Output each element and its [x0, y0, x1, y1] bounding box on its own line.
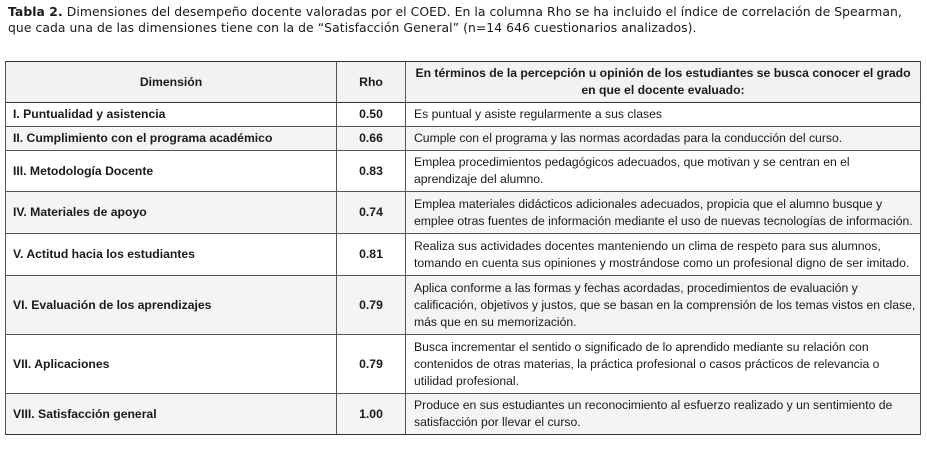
table-row	[6, 127, 921, 151]
table-row	[6, 335, 921, 394]
description-cell: Busca incrementar el sentido o significado de lo aprendido mediante su relación con contenidos de otras materias, la práctica profesional o casos prácticos de relevancia o utilidad profesional.	[406, 335, 921, 394]
table-caption	[8, 4, 923, 36]
rho-cell: 0.81	[337, 234, 406, 276]
table-row	[6, 103, 921, 127]
table-row	[6, 394, 921, 435]
dimension-cell: II. Cumplimiento con el programa académico	[6, 127, 337, 151]
header-rho: Rho	[337, 62, 406, 103]
caption-text: Dimensiones del desempeño docente valoradas por el COED. En la columna Rho se ha incluido el índice de correlación de Spearman, que cada una de las dimensiones tiene con la de “Satisfacción General” (n=14 646 cuestionarios analizados).	[8, 4, 902, 35]
dimension-cell: VI. Evaluación de los aprendizajes	[6, 276, 337, 335]
dimension-cell: VIII. Satisfacción general	[6, 394, 337, 435]
dimension-cell: IV. Materiales de apoyo	[6, 192, 337, 234]
table-row	[6, 234, 921, 276]
rho-cell: 0.74	[337, 192, 406, 234]
caption-label: Tabla 2.	[8, 4, 63, 19]
table-row	[6, 276, 921, 335]
description-cell: Es puntual y asiste regularmente a sus clases	[406, 103, 921, 127]
header-description: En términos de la percepción u opinión de los estudiantes se busca conocer el grado en que el docente evaluado:	[406, 62, 921, 103]
description-cell: Emplea procedimientos pedagógicos adecuados, que motivan y se centran en el aprendizaje del alumno.	[406, 151, 921, 192]
dimension-cell: I. Puntualidad y asistencia	[6, 103, 337, 127]
rho-cell: 0.50	[337, 103, 406, 127]
dimensions-table	[5, 61, 921, 435]
description-cell: Emplea materiales didácticos adicionales adecuados, propicia que el alumno busque y emplee otras fuentes de información mediante el uso de nuevas tecnologías de información.	[406, 192, 921, 234]
rho-cell: 0.79	[337, 335, 406, 394]
dimension-cell: V. Actitud hacia los estudiantes	[6, 234, 337, 276]
description-cell: Produce en sus estudiantes un reconocimiento al esfuerzo realizado y un sentimiento de satisfacción por llevar el curso.	[406, 394, 921, 435]
rho-cell: 0.66	[337, 127, 406, 151]
header-dimension: Dimensión	[6, 62, 337, 103]
dimension-cell: III. Metodología Docente	[6, 151, 337, 192]
table-row	[6, 151, 921, 192]
table-header-row	[6, 62, 921, 103]
description-cell: Aplica conforme a las formas y fechas acordadas, procedimientos de evaluación y calificación, objetivos y justos, que se basan en la comprensión de los temas vistos en clase, más que en su memorización.	[406, 276, 921, 335]
description-cell: Cumple con el programa y las normas acordadas para la conducción del curso.	[406, 127, 921, 151]
dimension-cell: VII. Aplicaciones	[6, 335, 337, 394]
rho-cell: 0.83	[337, 151, 406, 192]
description-cell: Realiza sus actividades docentes manteniendo un clima de respeto para sus alumnos, tomando en cuenta sus opiniones y mostrándose como un profesional digno de ser imitado.	[406, 234, 921, 276]
rho-cell: 0.79	[337, 276, 406, 335]
rho-cell: 1.00	[337, 394, 406, 435]
table-row	[6, 192, 921, 234]
